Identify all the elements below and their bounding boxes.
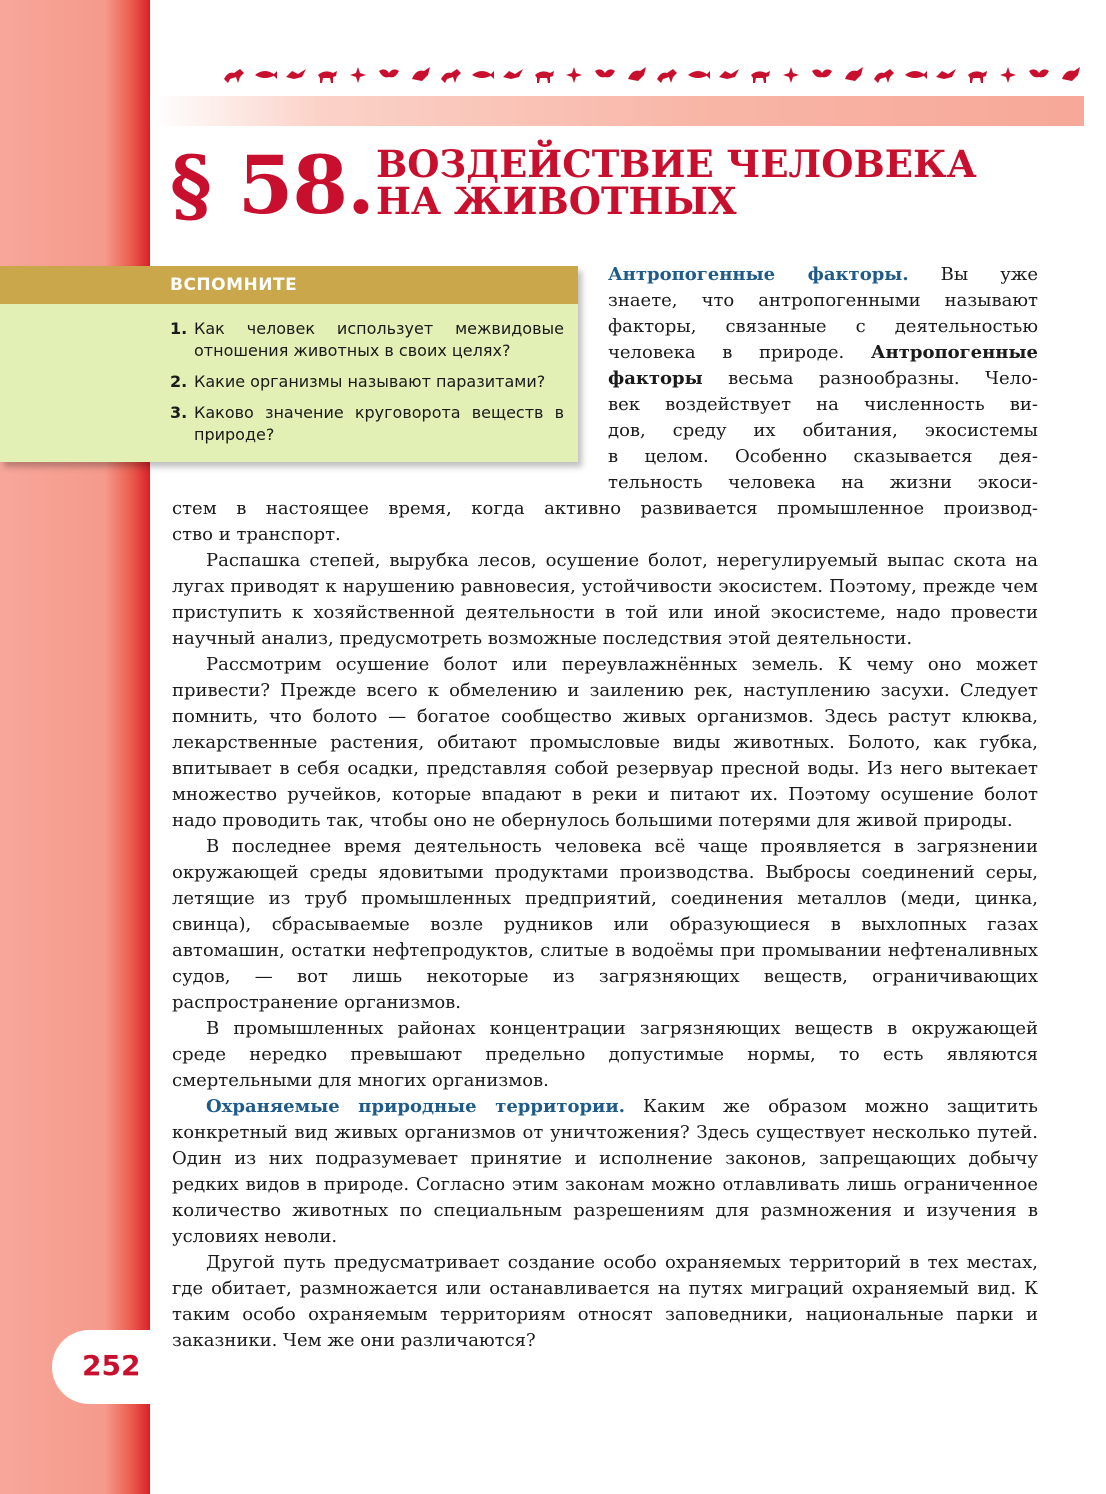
animal-silhouette-icon xyxy=(408,65,432,85)
text-span: весьма разнообразны. Чело- xyxy=(702,368,1038,389)
section-number: § 58. xyxy=(170,138,374,232)
text-line: век воздействует на численность ви- xyxy=(608,394,1038,415)
animal-silhouette-icon xyxy=(222,65,246,85)
animal-silhouette-icon xyxy=(872,65,896,85)
animal-silhouette-icon xyxy=(686,65,710,85)
animal-silhouette-icon xyxy=(1027,65,1051,85)
animal-silhouette-icon xyxy=(284,65,308,85)
recall-item-text: Каково значение круговорота веществ в природе? xyxy=(194,403,564,444)
header-bar xyxy=(150,96,1084,126)
text-line: факторы, связанные с деятельностью xyxy=(608,316,1038,337)
text-line xyxy=(608,366,1038,392)
animal-silhouette-icon xyxy=(624,65,648,85)
decorative-animal-strip xyxy=(222,62,1082,88)
recall-heading: ВСПОМНИТЕ xyxy=(0,266,578,304)
page-number: 252 xyxy=(82,1349,141,1382)
animal-silhouette-icon xyxy=(779,65,803,85)
section-title xyxy=(376,142,1056,223)
animal-silhouette-icon xyxy=(841,65,865,85)
text-span: Каким же образом можно защитить конкретный вид живых организмов от уничтожения? Здесь существует несколько путей. Один из них подразумевает принятие и исполнение законов, запрещающих добычу редких видов в природе. Согласно этим законам можно отлавливать лишь ограниченное количество животных по специальным разрешениям для размножения и изучения в условиях неволи. xyxy=(172,1096,1038,1247)
animal-silhouette-icon xyxy=(346,65,370,85)
paragraph-2: Распашка степей, вырубка лесов, осушение болот, нерегулируемый выпас скота на лугах приводят к нарушению равновесия, устойчивости экосистем. Поэтому, прежде чем приступить к хозяйственной деятельности в той или иной экосистеме, надо провести научный анализ, предусмотреть возможные последствия этой деятельности. xyxy=(172,550,1038,649)
recall-item xyxy=(170,402,564,446)
paragraph-5: В промышленных районах концентрации загрязняющих веществ в окружающей среде нередко превышают предельно допустимые нормы, то есть являются смертельными для многих организмов. xyxy=(172,1018,1038,1091)
paragraph-7: Другой путь предусматривает создание особо охраняемых территорий в тех местах, где обитает, размножается или останавливается на путях миграций охраняемый вид. К таким особо охраняемым территориям относят заповедники, национальные парки и заказники. Чем же они различаются? xyxy=(172,1252,1038,1351)
recall-item-text: Какие организмы называют паразитами? xyxy=(194,372,546,391)
paragraph-3: Рассмотрим осушение болот или переувлажнённых земель. К чему оно может привести? Прежде всего к обмелению и заилению рек, наступлению засухи. Следует помнить, что болото — богатое сообщество живых организмов. Здесь растут клюква, лекарственные растения, обитают промысловые виды животных. Болото, как губка, впитывает в себя осадки, представляя собой резервуар пресной воды. Из него вытекает множество ручейков, которые впадают в реки и питают их. Поэтому осушение болот надо проводить так, чтобы оно не обернулось большими потерями для живой природы. xyxy=(172,654,1038,831)
animal-silhouette-icon xyxy=(810,65,834,85)
text-line: ство и транспорт. xyxy=(172,524,341,545)
text-line: знаете, что антропогенными называют xyxy=(608,290,1038,311)
text-span: Вы уже xyxy=(908,264,1038,285)
animal-silhouette-icon xyxy=(903,65,927,85)
animal-silhouette-icon xyxy=(532,65,556,85)
animal-silhouette-icon xyxy=(501,65,525,85)
text-line xyxy=(608,262,1038,288)
paragraph-4: В последнее время деятельность человека всё чаще проявляется в загрязнении окружающей среды ядовитыми продуктами производства. Выбросы соединений серы, летящие из труб промышленных предприятий, соединения металлов (меди, цинка, свинца), сбрасываемые возле рудников или образующиеся в выхлопных газах автомашин, остатки нефтепродуктов, слитые в водоёмы при промывании нефтеналивных судов, — вот лишь некоторые из загрязняющих веществ, ограничивающих распространение организмов. xyxy=(172,836,1038,1013)
recall-list xyxy=(170,318,564,455)
text-line: в целом. Особенно сказывается дея- xyxy=(608,446,1038,467)
recall-box xyxy=(0,266,578,462)
paragraph-6 xyxy=(172,1094,1038,1250)
bold-term: факторы xyxy=(608,368,703,389)
animal-silhouette-icon xyxy=(470,65,494,85)
text-span: человека в природе. xyxy=(608,342,845,363)
recall-item-text: Как человек использует межвидовые отношения животных в своих целях? xyxy=(194,319,564,360)
paragraph-1-narrow xyxy=(608,262,1038,496)
animal-silhouette-icon xyxy=(748,65,772,85)
recall-item xyxy=(170,371,564,393)
recall-item-number: 3. xyxy=(170,403,188,422)
text-line: тельность человека на жизни экоси- xyxy=(608,472,1038,493)
recall-item-number: 1. xyxy=(170,319,188,338)
term-heading-protected: Охраняемые природные территории. xyxy=(206,1096,626,1117)
bold-term: Антропогенные xyxy=(870,342,1038,363)
section-title-line-1: ВОЗДЕЙСТВИЕ ЧЕЛОВЕКА xyxy=(376,142,977,186)
text-line: стем в настоящее время, когда активно развивается промышленное производ- xyxy=(172,498,1038,519)
animal-silhouette-icon xyxy=(253,65,277,85)
animal-silhouette-icon xyxy=(934,65,958,85)
animal-silhouette-icon xyxy=(655,65,679,85)
animal-silhouette-icon xyxy=(377,65,401,85)
text-line xyxy=(608,340,1038,366)
animal-silhouette-icon xyxy=(562,65,586,85)
animal-silhouette-icon xyxy=(965,65,989,85)
decorative-side-band xyxy=(0,0,150,1494)
animal-silhouette-icon xyxy=(1058,65,1082,85)
main-text xyxy=(172,496,1038,1354)
animal-silhouette-icon xyxy=(315,65,339,85)
animal-silhouette-icon xyxy=(996,65,1020,85)
section-title-line-2: НА ЖИВОТНЫХ xyxy=(376,179,737,223)
animal-silhouette-icon xyxy=(717,65,741,85)
animal-silhouette-icon xyxy=(593,65,617,85)
term-heading-anthropogenic: Антропогенные факторы. xyxy=(608,264,909,285)
animal-silhouette-icon xyxy=(439,65,463,85)
recall-item xyxy=(170,318,564,362)
recall-item-number: 2. xyxy=(170,372,188,391)
text-line: дов, среду их обитания, экосистемы xyxy=(608,420,1038,441)
